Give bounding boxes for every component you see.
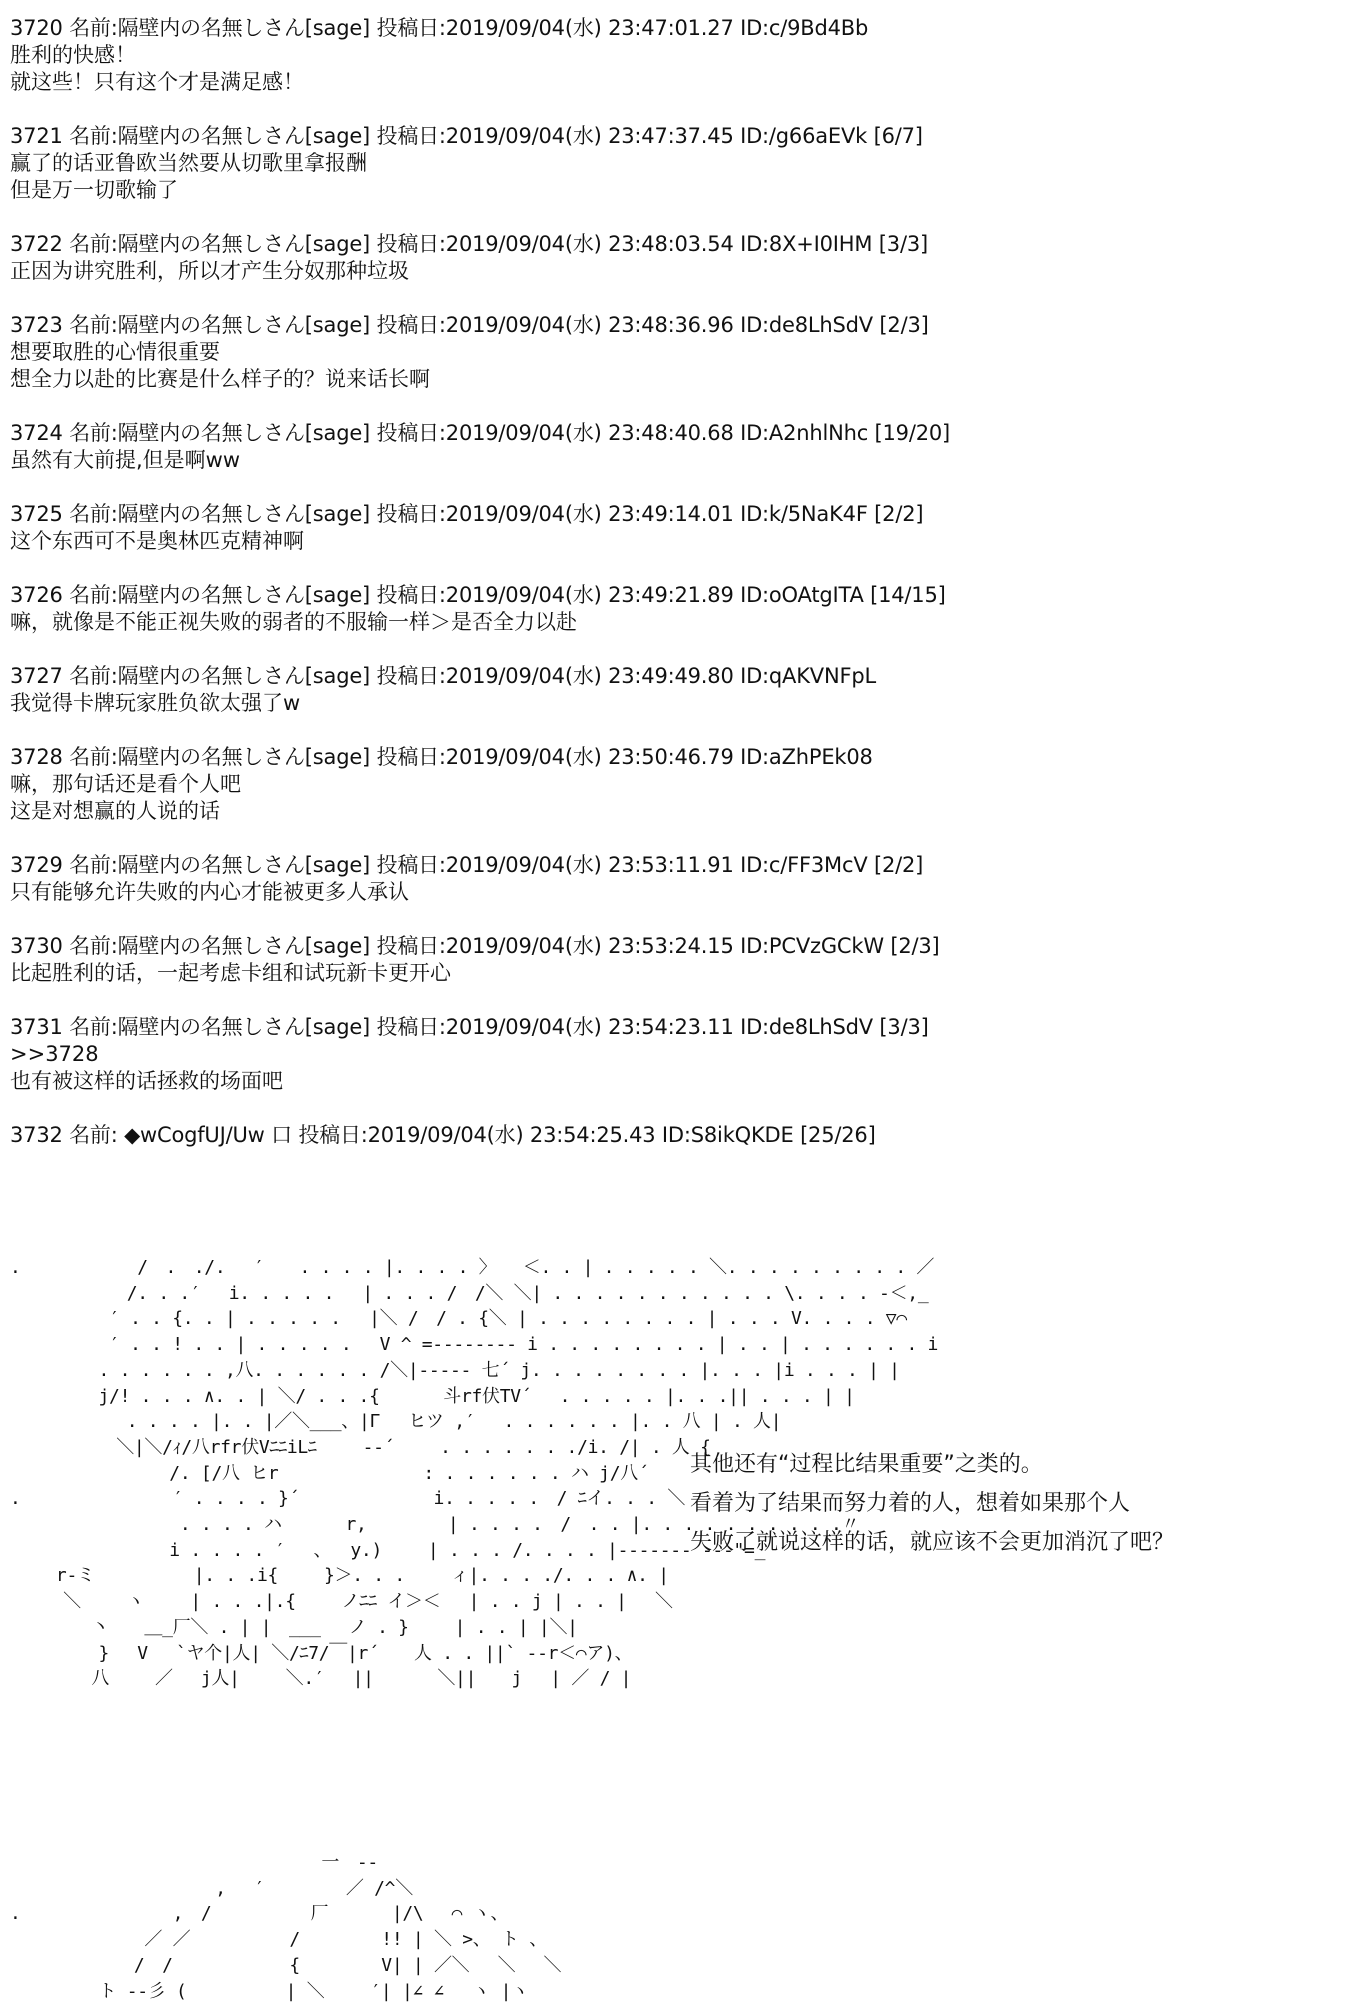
post-3720 [10, 15, 1330, 96]
post-header: 3724 名前:隔壁内の名無しさん[sage] 投稿日:2019/09/04(水) 23:48:40.68 ID:A2nhlNhc [19/20] [10, 421, 951, 445]
post-3721 [10, 123, 1330, 204]
post-body-line: 想全力以赴的比赛是什么样子的？说来话长啊 [10, 367, 430, 391]
post-header: 3728 名前:隔壁内の名無しさん[sage] 投稿日:2019/09/04(水) 23:50:46.79 ID:aZhPEk08 [10, 745, 873, 769]
post-body-line: 但是万一切歌输了 [10, 178, 178, 202]
post-body-line: 嘛，那句话还是看个人吧 [10, 772, 241, 796]
caption-line: 其他还有“过程比结果重要”之类的。 [690, 1452, 1043, 1477]
post-3726 [10, 582, 1330, 636]
post-header: 3730 名前:隔壁内の名無しさん[sage] 投稿日:2019/09/04(水) 23:53:24.15 ID:PCVzGCkW [2/3] [10, 934, 940, 958]
post-3729 [10, 852, 1330, 906]
post-header: 3725 名前:隔壁内の名無しさん[sage] 投稿日:2019/09/04(水) 23:49:14.01 ID:k/5NaK4F [2/2] [10, 502, 924, 526]
post-3727 [10, 663, 1330, 717]
post-3723 [10, 312, 1330, 393]
post-body-line: 比起胜利的话，一起考虑卡组和试玩新卡更开心 [10, 961, 451, 985]
post-body-line: 想要取胜的心情很重要 [10, 340, 220, 364]
post-body-line: 这是对想赢的人说的话 [10, 799, 220, 823]
post-header: 3721 名前:隔壁内の名無しさん[sage] 投稿日:2019/09/04(水) 23:47:37.45 ID:/g66aEVk [6/7] [10, 124, 923, 148]
post-3730 [10, 933, 1330, 987]
post-body-line: 胜利的快感！ [10, 43, 136, 67]
post-3724 [10, 420, 1330, 474]
post-body-line: 只有能够允许失败的内心才能被更多人承认 [10, 880, 409, 904]
thread [10, 15, 1330, 1176]
art-caption [690, 1445, 1174, 1562]
post-body-line: 虽然有大前提,但是啊ww [10, 448, 241, 472]
ascii-art-character-2: 一 -- , ′ ／ /^＼ . , / 厂 |/\ ⌒ ヽ、 ／ ／ / !! | ＼ >、 ト 、 / / { V| | ／＼ ＼ ＼ ト --彡 ( | ＼ ′| |∠ ∠ ヽ |ヽ [10, 1852, 562, 2002]
post-3722 [10, 231, 1330, 285]
post-header: 3731 名前:隔壁内の名無しさん[sage] 投稿日:2019/09/04(水) 23:54:23.11 ID:de8LhSdV [3/3] [10, 1015, 929, 1039]
post-body-line: 赢了的话亚鲁欧当然要从切歌里拿报酬 [10, 151, 367, 175]
ascii-art-character: . / . ./. ′ . . . . |. . . . 〉 ＜. . | . . . . . ＼. . . . . . . . . ／ /. . .′ i. . . . . | . . . / /＼ ＼| . . . . . . . . . . . \. . . . -＜,_ ′ . . {. . | . . . . . |＼ / / . {＼ | . . . . . . . . | . . . V. . . . ▽⌒ ′ . . ! . . | . . . . . V ^ =-------- i . . . . . . . . | . . | . . . . . . i . . . . . . ,八. . . . . . /＼|----- 七´ j. . . . . . . . |. . . |i . . . | | j/! . . . ∧. . | ＼/ . . .{ 斗rf伏TV´ . . . . . |. . .|| . . . | | . . . . |. . |／＼___、|Γ ヒツ ,′ . . . . . . |. . 八 | . 人| ＼|＼/ｨ/八rfr伏VﾆﾆiLﾆ --´ . . . . . . ./i. /| . 人 { /. [/八 ヒr : . . . . . . ハ j/八´ . ′ . . . . }´ i. . . . . / ﾆイ. . . ＼ . . . . ハ r, | . . . . / . . |. . . . . . . . . .〃 i . . . . ′ 、 у.) | . . . /. . . . |------- ---"=_ r-ミ |. . .i{ }＞. . . ィ|. . . ./. . . ∧. | ＼ ヽ | . . .|.{ ノﾆﾆ イ＞＜ | . . j | . . | ＼ 丶 ＿_厂＼ . | | ___ ノ . } | . . | |＼| } V `ヤ个|人| ＼/ﾆ7/￣|r´ 人 . . ||` --r＜⌒ア)、 八 ／ j人| ＼.′ || ＼|| j | ／ / | [10, 1257, 939, 1690]
post-body-line: 这个东西可不是奥林匹克精神啊 [10, 529, 304, 553]
post-header: 3729 名前:隔壁内の名無しさん[sage] 投稿日:2019/09/04(水) 23:53:11.91 ID:c/FF3McV [2/2] [10, 853, 924, 877]
post-body-line: 就这些！只有这个才是满足感！ [10, 70, 304, 94]
post-header: 3726 名前:隔壁内の名無しさん[sage] 投稿日:2019/09/04(水) 23:49:21.89 ID:oOAtgITA [14/15] [10, 583, 946, 607]
post-header: 3727 名前:隔壁内の名無しさん[sage] 投稿日:2019/09/04(水) 23:49:49.80 ID:qAKVNFpL [10, 664, 876, 688]
post-body-line: 嘛，就像是不能正视失败的弱者的不服输一样＞是否全力以赴 [10, 610, 577, 634]
post-3731 [10, 1014, 1330, 1095]
post-3732 [10, 1122, 1330, 1149]
post-header: 3723 名前:隔壁内の名無しさん[sage] 投稿日:2019/09/04(水) 23:48:36.96 ID:de8LhSdV [2/3] [10, 313, 929, 337]
post-header: 3722 名前:隔壁内の名無しさん[sage] 投稿日:2019/09/04(水) 23:48:03.54 ID:8X+I0IHM [3/3] [10, 232, 928, 256]
post-3725 [10, 501, 1330, 555]
caption-line: 看着为了结果而努力着的人，想着如果那个人 [690, 1491, 1131, 1516]
post-header: 3732 名前: ◆wCogfUJ/Uw 口 投稿日:2019/09/04(水) 23:54:25.43 ID:S8ikQKDE [25/26] [10, 1123, 876, 1147]
post-header: 3720 名前:隔壁内の名無しさん[sage] 投稿日:2019/09/04(水) 23:47:01.27 ID:c/9Bd4Bb [10, 16, 869, 40]
quote-link[interactable]: >>3728 [10, 1042, 99, 1066]
post-body-line: 我觉得卡牌玩家胜负欲太强了w [10, 691, 301, 715]
caption-line: 失败了就说这样的话，就应该不会更加消沉了吧？ [690, 1530, 1175, 1555]
post-body-line: 也有被这样的话拯救的场面吧 [10, 1069, 283, 1093]
post-body-line: 正因为讲究胜利，所以才产生分奴那种垃圾 [10, 259, 409, 283]
post-3728 [10, 744, 1330, 825]
